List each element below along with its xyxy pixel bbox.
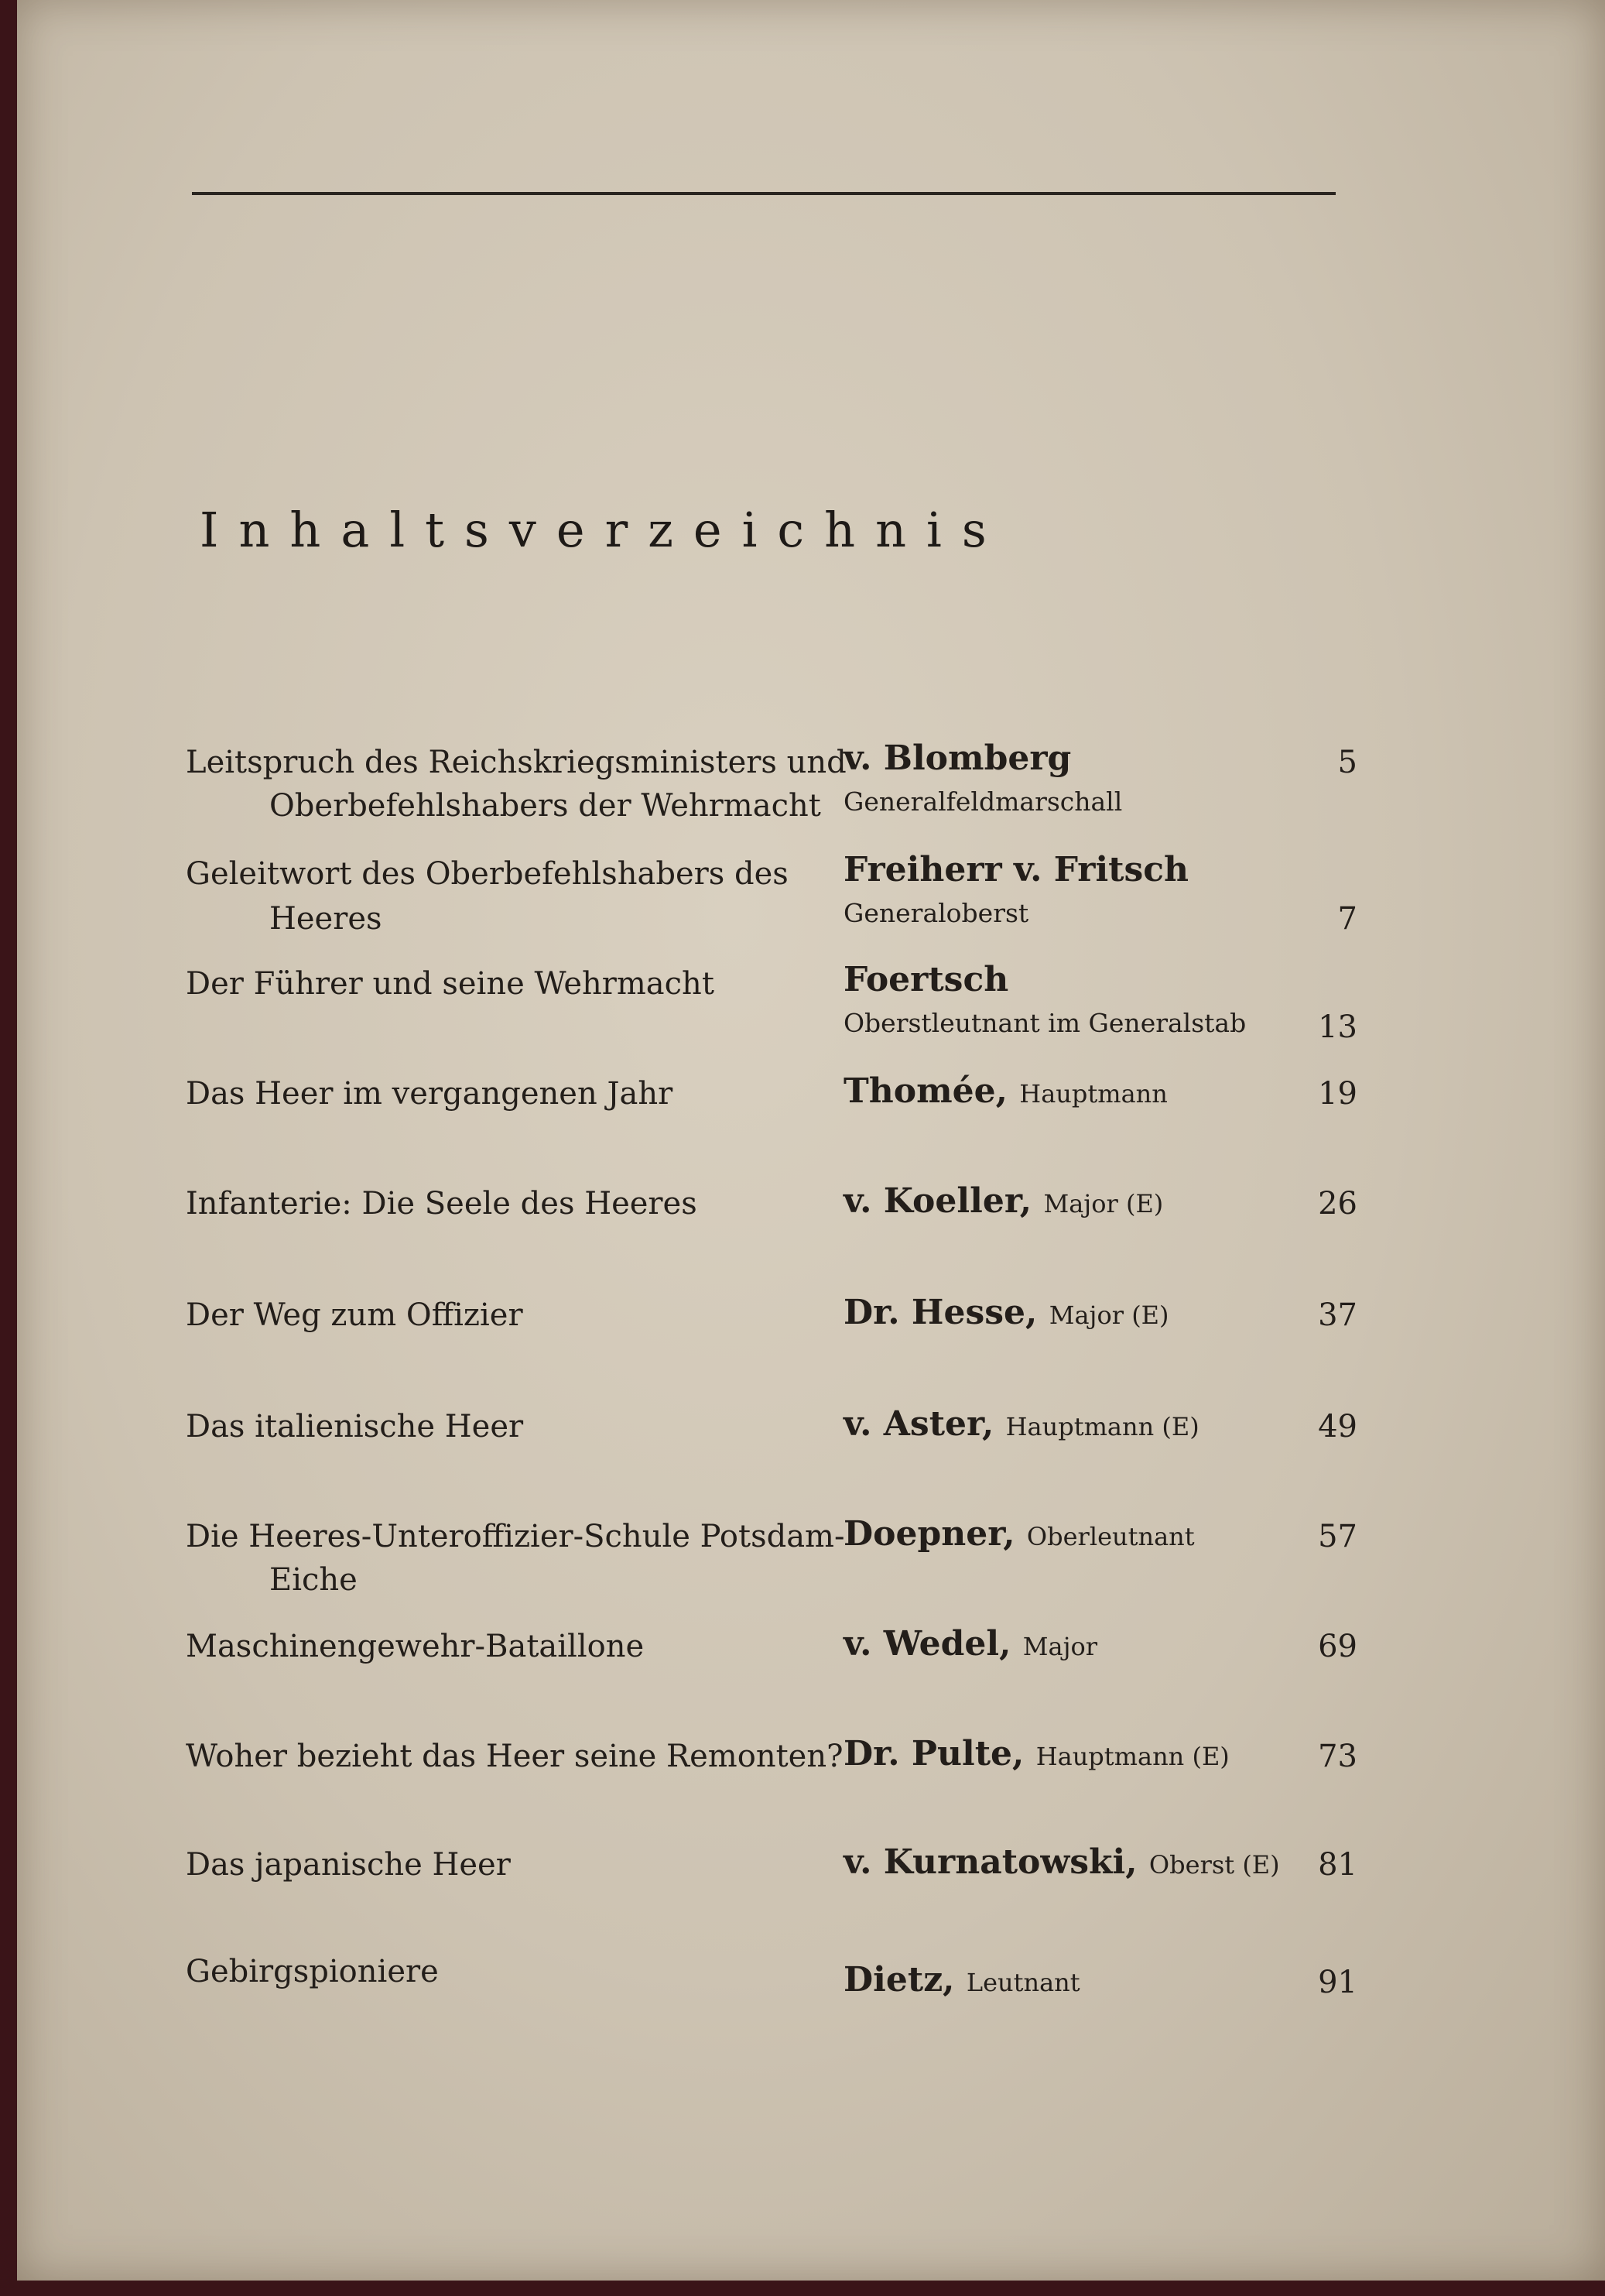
entry-title-line: Woher bezieht das Heer seine Remonten?	[186, 1739, 844, 1774]
entry-title-line: Gebirgspioniere	[186, 1954, 439, 1989]
entry-author: v. Blomberg	[844, 738, 1072, 778]
entry-page-number: 49	[1318, 1409, 1357, 1444]
entry-title-line: Das italienische Heer	[186, 1409, 524, 1444]
entry-page-number: 5	[1337, 745, 1357, 780]
entry-author: Foertsch	[844, 960, 1009, 999]
entry-title-line: Der Führer und seine Wehrmacht	[186, 966, 714, 1002]
entry-author: v. Koeller, Major (E)	[844, 1181, 1164, 1221]
entry-page-number: 13	[1318, 1009, 1357, 1045]
entry-author: v. Aster, Hauptmann (E)	[844, 1404, 1199, 1444]
entry-page-number: 73	[1318, 1739, 1357, 1774]
entry-author: Freiherr v. Fritsch	[844, 850, 1189, 889]
entry-page-number: 7	[1337, 901, 1357, 937]
entry-author-rank: Generaloberst	[844, 898, 1029, 928]
entry-page-number: 69	[1318, 1629, 1357, 1664]
entry-page-number: 26	[1318, 1186, 1357, 1222]
entry-author: Dr. Pulte, Hauptmann (E)	[844, 1734, 1230, 1773]
entry-author: v. Wedel, Major	[844, 1624, 1098, 1664]
entry-title-line: Das Heer im vergangenen Jahr	[186, 1076, 673, 1112]
entry-title-line: Infanterie: Die Seele des Heeres	[186, 1186, 697, 1222]
header-rule	[192, 192, 1336, 195]
entry-author: Dr. Hesse, Major (E)	[844, 1293, 1169, 1332]
entry-author-rank: Generalfeldmarschall	[844, 786, 1123, 817]
entry-title-line: Der Weg zum Offizier	[186, 1297, 523, 1333]
entry-author-rank: Oberstleutnant im Generalstab	[844, 1008, 1247, 1038]
page-title: Inhaltsverzeichnis	[200, 502, 1007, 558]
entry-page-number: 19	[1318, 1076, 1357, 1112]
entry-title-line: Eiche	[269, 1562, 358, 1598]
entry-page-number: 81	[1318, 1847, 1357, 1883]
entry-title-line: Die Heeres-Unteroffizier-Schule Potsdam-	[186, 1519, 845, 1554]
book-page	[17, 0, 1605, 2281]
entry-author: Thomée, Hauptmann	[844, 1071, 1168, 1111]
entry-page-number: 37	[1318, 1297, 1357, 1333]
entry-page-number: 91	[1318, 1965, 1357, 2000]
entry-title-line: Maschinengewehr-Bataillone	[186, 1629, 645, 1664]
entry-author: Doepner, Oberleutnant	[844, 1514, 1195, 1554]
entry-title-line: Heeres	[269, 901, 382, 937]
entry-title-line: Oberbefehlshabers der Wehrmacht	[269, 788, 821, 824]
entry-title-line: Das japanische Heer	[186, 1847, 511, 1883]
entry-author: v. Kurnatowski, Oberst (E)	[844, 1842, 1280, 1882]
entry-title-line: Leitspruch des Reichskriegsministers und	[186, 745, 847, 780]
entry-title-line: Geleitwort des Oberbefehlshabers des	[186, 856, 789, 892]
entry-author: Dietz, Leutnant	[844, 1960, 1080, 2000]
entry-page-number: 57	[1318, 1519, 1357, 1554]
